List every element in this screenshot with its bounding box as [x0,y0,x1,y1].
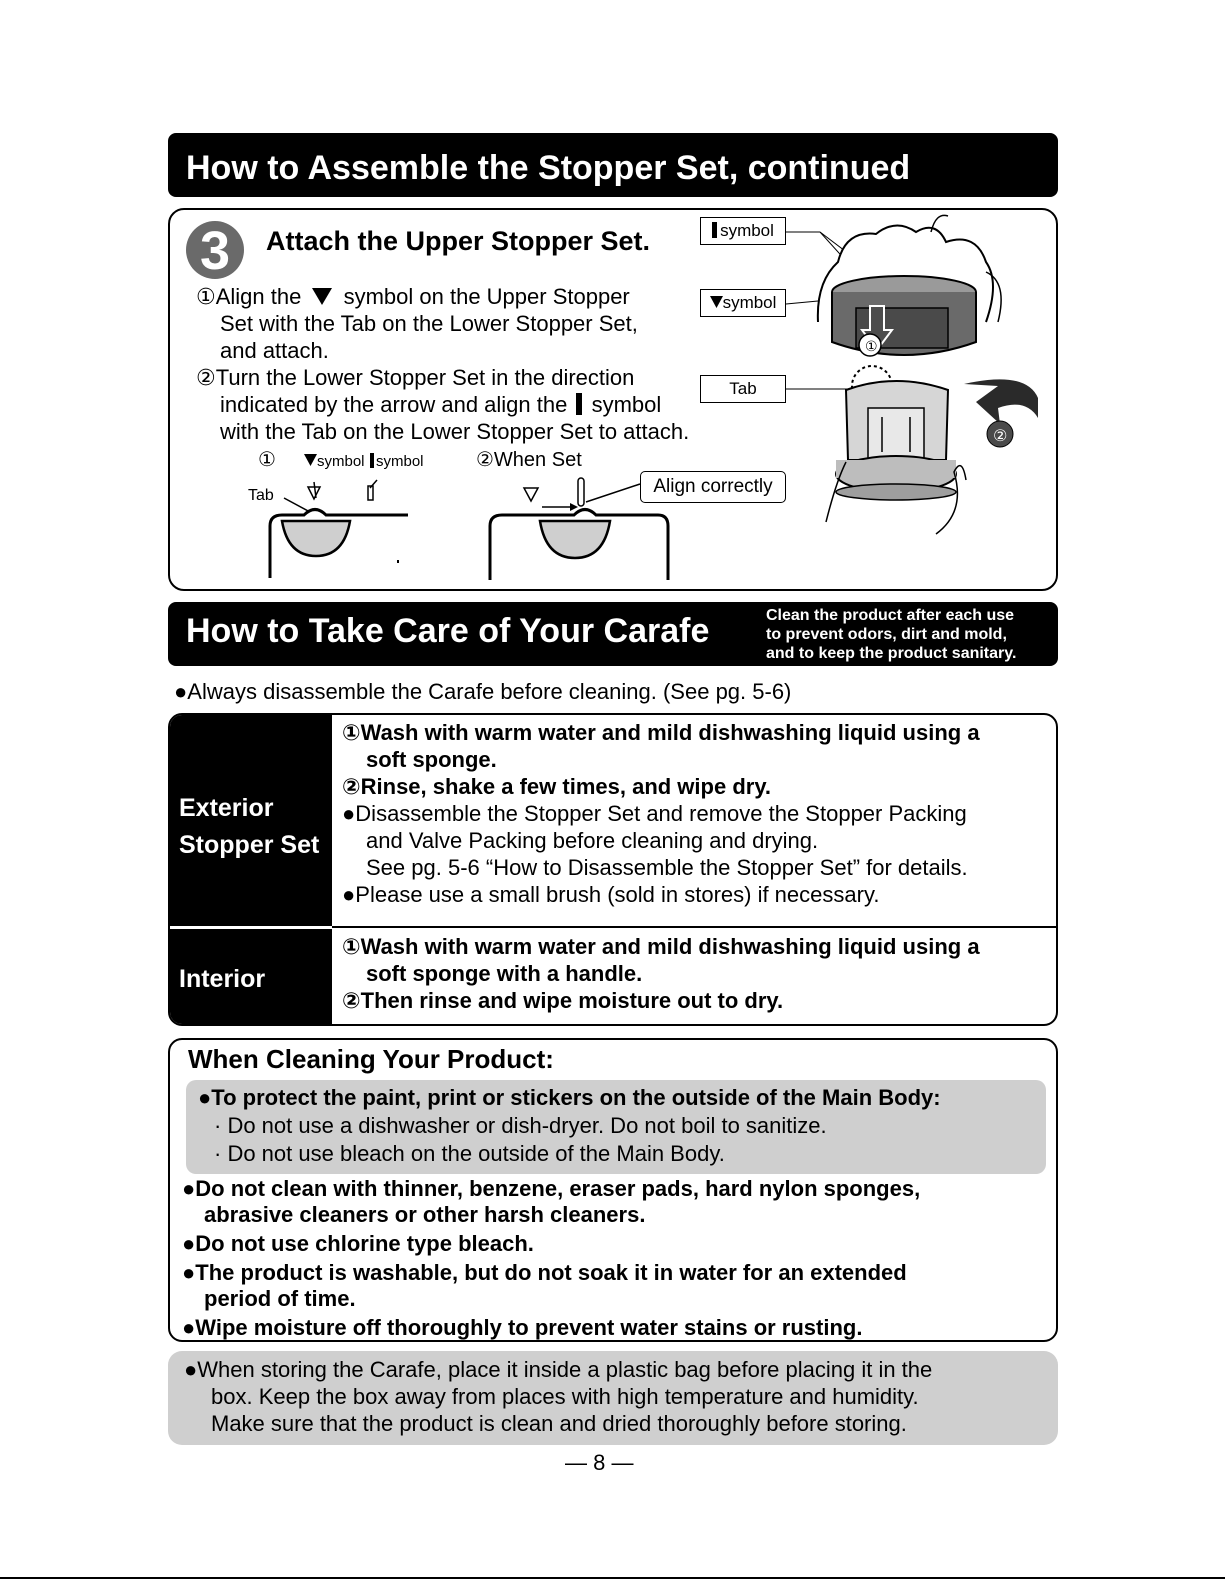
row-head-exterior: Exterior Stopper Set [170,715,332,926]
triangle-down-icon [710,295,723,309]
care-title: How to Take Care of Your Carafe [186,612,710,650]
stopper-alignment-figures [240,470,700,585]
instruction-2-line3: with the Tab on the Lower Stopper Set to attach. [220,419,690,444]
disassemble-note: ●Always disassemble the Carafe before cleaning. (See pg. 5-6) [174,679,792,704]
figure-1-vsymbol-label: symbol [304,453,365,470]
bar-symbol-icon [370,453,374,468]
care-table [168,713,1058,1026]
label-bar-symbol: symbol [700,217,786,245]
storage-text: ●When storing the Carafe, place it inside a plastic bag before placing it in the box. Keep the box away from places with high temperature and humidity. Make sure that the product is clean and dried thoroughly before storing. [184,1357,933,1436]
triangle-down-icon [304,453,317,467]
row-body-exterior: ①Wash with warm water and mild dishwashing liquid using a soft sponge. ②Rinse, shake a few times, and wipe dry. ●Disassemble the Stopper Set and remove the Stopper Packing and Valve Packing before cleaning and drying. See pg. 5-6 “How to Disassemble the Stopper Set” for details. ●Please use a small brush (sold in stores) if necessary. [342,720,980,907]
instruction-1-line3: and attach. [220,338,329,363]
label-align-correctly: Align correctly [640,471,786,503]
bottom-rule [0,1577,1225,1579]
instruction-2-line1: ②Turn the Lower Stopper Set in the direction [196,365,635,390]
figure-1-number: ① [258,449,276,471]
cleaning-title: When Cleaning Your Product: [188,1044,554,1074]
row-body-interior: ①Wash with warm water and mild dishwashing liquid using a soft sponge with a handle. ②Then rinse and wipe moisture out to dry. [342,934,980,1013]
bar-symbol-icon [712,222,717,238]
page-number: — 8 — [565,1450,634,1475]
section-header-assemble: How to Assemble the Stopper Set, continued [168,133,1058,197]
row-divider [332,926,1058,928]
step-title: Attach the Upper Stopper Set. [266,226,651,256]
paint-protection-text: ●To protect the paint, print or stickers on the outside of the Main Body: · Do not use a dishwasher or dish-dryer. Do not boil to sanitize. · Do not use bleach on the outside of the Main Body. [198,1085,941,1166]
row-head-interior: Interior [170,929,332,1026]
label-v-symbol: symbol [700,289,786,317]
label-tab: Tab [700,375,786,403]
figure-2-label: ②When Set [476,449,582,471]
section-header-care [168,602,1058,666]
instruction-2-line2: indicated by the arrow and align the symbol [220,392,662,417]
instruction-1-line1: ①Align the symbol on the Upper Stopper [196,284,630,309]
cleaning-warnings: ●Do not clean with thinner, benzene, eraser pads, hard nylon sponges, abrasive cleaners or other harsh cleaners. ●Do not use chlorine type bleach. ●The product is washable, but do not soak it in water for an extended period of time. ●Wipe moisture off thoroughly to prevent water stains or rusting. [182,1176,921,1340]
photo-circle-2: ② [993,426,1008,445]
figure-1-barsymbol-label: symbol [370,453,424,470]
bar-symbol-icon [576,393,582,415]
triangle-down-icon [311,286,333,306]
stopper-assembly-illustration [786,212,1048,542]
instruction-1-line2: Set with the Tab on the Lower Stopper Set, [220,311,638,336]
photo-circle-1: ① [865,339,878,355]
step-number-badge: 3 [186,221,244,279]
care-note: Clean the product after each use to prevent odors, dirt and mold, and to keep the product sanitary. [766,607,1017,662]
figure-1-tab-label: Tab [248,487,274,504]
